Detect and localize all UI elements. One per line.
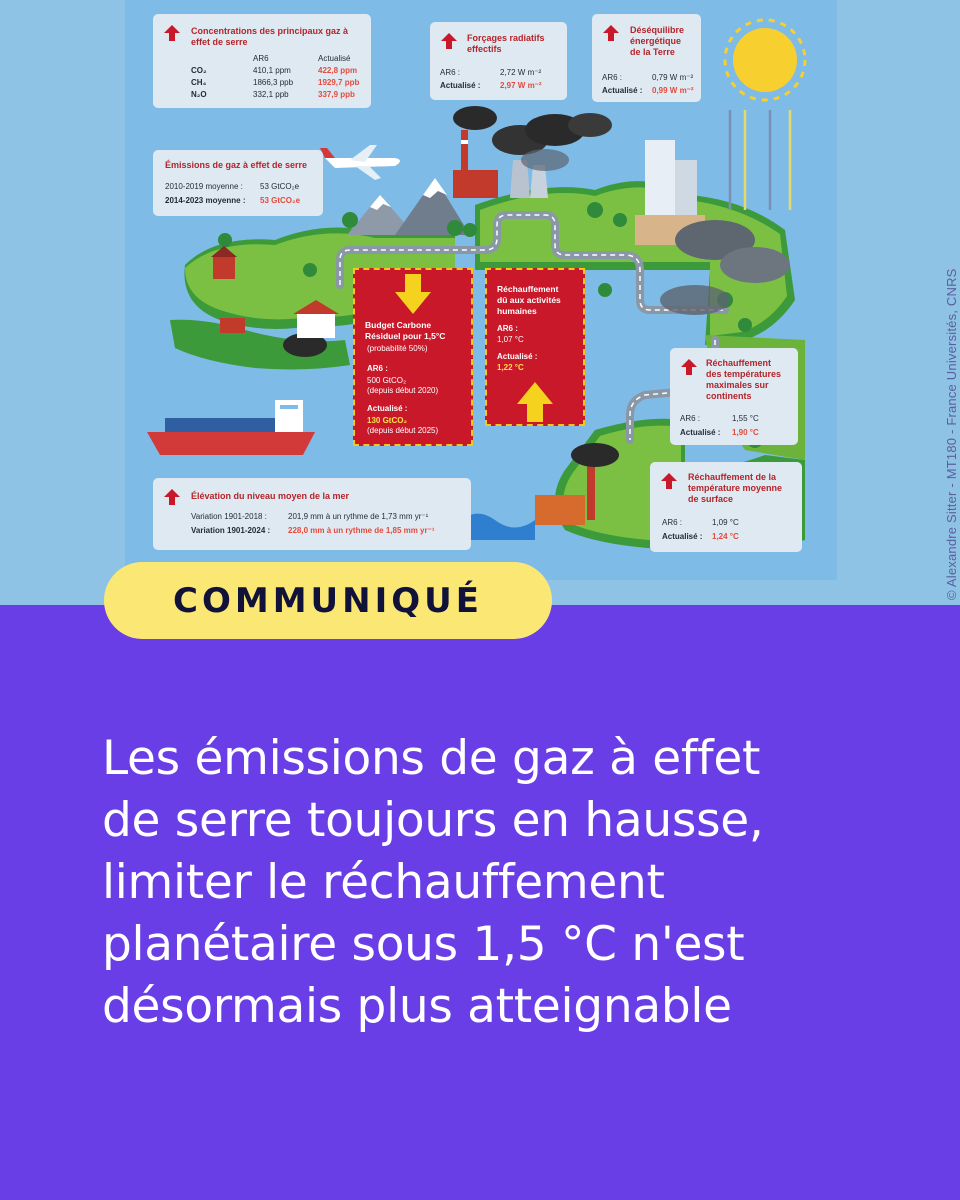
surface-temp-box: [650, 462, 802, 552]
airplane: [320, 145, 400, 180]
gas-updated-value: 1929,7 ppb: [318, 78, 360, 87]
sun: [725, 20, 805, 210]
gas-concentrations-box: [153, 14, 371, 108]
gas-name: N₂O: [191, 90, 207, 99]
updated-value: 1,22 °C: [497, 363, 524, 372]
updated-label: Actualisé :: [680, 428, 721, 437]
gas-name: CH₄: [191, 78, 207, 87]
headline-line: de serre toujours en hausse,: [102, 793, 764, 848]
radiative-forcing-title: Forçages radiatifs effectifs: [467, 33, 545, 54]
emissions-box: [153, 150, 323, 216]
up-arrow-icon: [602, 24, 620, 42]
gas-ar6-value: 410,1 ppm: [253, 66, 291, 75]
up-arrow-icon: [680, 358, 698, 376]
sea-level-box: [153, 478, 471, 550]
updated-label: Actualisé :: [662, 532, 703, 541]
updated-value: 130 GtCO₂: [367, 416, 408, 425]
ar6-label: AR6 :: [367, 364, 388, 373]
surface-temp-title: Réchauffement de la température moyenne de surface: [688, 472, 783, 504]
sea-level-row1-value: 201,9 mm à un rythme de 1,73 mm yr⁻¹: [288, 512, 429, 521]
ar6-value: 1,55 °C: [732, 414, 759, 423]
emissions-title: Émissions de gaz à effet de serre: [165, 160, 308, 170]
emissions-row2-value: 53 GtCO₂e: [260, 196, 301, 205]
ar6-value: 1,07 °C: [497, 335, 524, 344]
sea-level-title: Élévation du niveau moyen de la mer: [191, 491, 350, 501]
ar6-value: 500 GtCO₂: [367, 376, 407, 385]
carbon-budget-title: Budget Carbone Résiduel pour 1,5°C: [365, 320, 446, 341]
gas-updated-value: 422,8 ppm: [318, 66, 358, 75]
emissions-row1-label: 2010-2019 moyenne :: [165, 182, 243, 191]
emissions-row1-value: 53 GtCO₂e: [260, 182, 300, 191]
ar6-label: AR6 :: [662, 518, 683, 527]
climate-infographic: [125, 0, 837, 580]
updated-value: 0,99 W m⁻²: [652, 86, 694, 95]
emissions-row2-label: 2014-2023 moyenne :: [165, 196, 246, 205]
gas-concentrations-title: Concentrations des principaux gaz à effet de serre: [191, 26, 349, 47]
updated-label: Actualisé :: [602, 86, 643, 95]
category-tag-label: COMMUNIQUÉ: [173, 580, 483, 621]
updated-value: 1,90 °C: [732, 428, 759, 437]
cargo-ship: [147, 400, 315, 455]
ar6-label: AR6 :: [440, 68, 461, 77]
gas-name: CO₂: [191, 66, 207, 75]
category-tag: [104, 562, 552, 639]
sea-level-row2-value: 228,0 mm à un rythme de 1,85 mm yr⁻¹: [288, 526, 435, 535]
energy-imbalance-box: [592, 14, 701, 102]
sea-level-row2-label: Variation 1901-2024 :: [191, 526, 271, 535]
up-arrow-icon: [440, 32, 458, 50]
up-arrow-icon: [163, 488, 181, 506]
carbon-budget-box: [353, 268, 473, 446]
headline-line: désormais plus atteignable: [102, 979, 732, 1034]
updated-value: 2,97 W m⁻²: [500, 81, 542, 90]
down-arrow-icon: [395, 274, 431, 314]
headline-line: planétaire sous 1,5 °C n'est: [102, 917, 745, 972]
photo-credit: © Alexandre Sitter - MT180 - France Universités, CNRS: [944, 268, 959, 600]
col-ar6-label: AR6: [253, 54, 269, 63]
energy-imbalance-title: Déséquilibre énergétique de la Terre: [630, 25, 685, 57]
up-arrow-icon: [517, 382, 553, 422]
col-updated-label: Actualisé: [318, 54, 351, 63]
updated-note: (depuis début 2025): [367, 426, 439, 435]
ar6-value: 0,79 W m⁻²: [652, 73, 694, 82]
up-arrow-icon: [660, 472, 678, 490]
radiative-forcing-box: [430, 22, 567, 100]
land-max-temp-title: Réchauffement des températures maximales sur continents: [706, 358, 782, 401]
updated-label: Actualisé :: [367, 404, 408, 413]
gas-ar6-value: 332,1 ppb: [253, 90, 289, 99]
updated-label: Actualisé :: [440, 81, 481, 90]
headline-line: Les émissions de gaz à effet: [102, 731, 761, 786]
ar6-label: AR6 :: [680, 414, 701, 423]
human-warming-box: [485, 268, 585, 426]
ar6-note: (depuis début 2020): [367, 386, 439, 395]
gas-ar6-value: 1866,3 ppb: [253, 78, 294, 87]
updated-label: Actualisé :: [497, 352, 538, 361]
ar6-value: 1,09 °C: [712, 518, 739, 527]
land-max-temp-box: [670, 348, 798, 445]
updated-value: 1,24 °C: [712, 532, 739, 541]
headline-line: limiter le réchauffement: [102, 855, 665, 910]
up-arrow-icon: [163, 24, 181, 42]
factory-top: [453, 106, 612, 198]
ar6-label: AR6 :: [497, 324, 518, 333]
sea-level-row1-label: Variation 1901-2018 :: [191, 512, 267, 521]
ar6-value: 2,72 W m⁻²: [500, 68, 542, 77]
human-warming-title: Réchauffement dû aux activités humaines: [497, 284, 561, 316]
ar6-label: AR6 :: [602, 73, 623, 82]
headline: [102, 728, 902, 1038]
gas-updated-value: 337,9 ppb: [318, 90, 355, 99]
carbon-budget-probability: (probabilité 50%): [367, 344, 428, 353]
